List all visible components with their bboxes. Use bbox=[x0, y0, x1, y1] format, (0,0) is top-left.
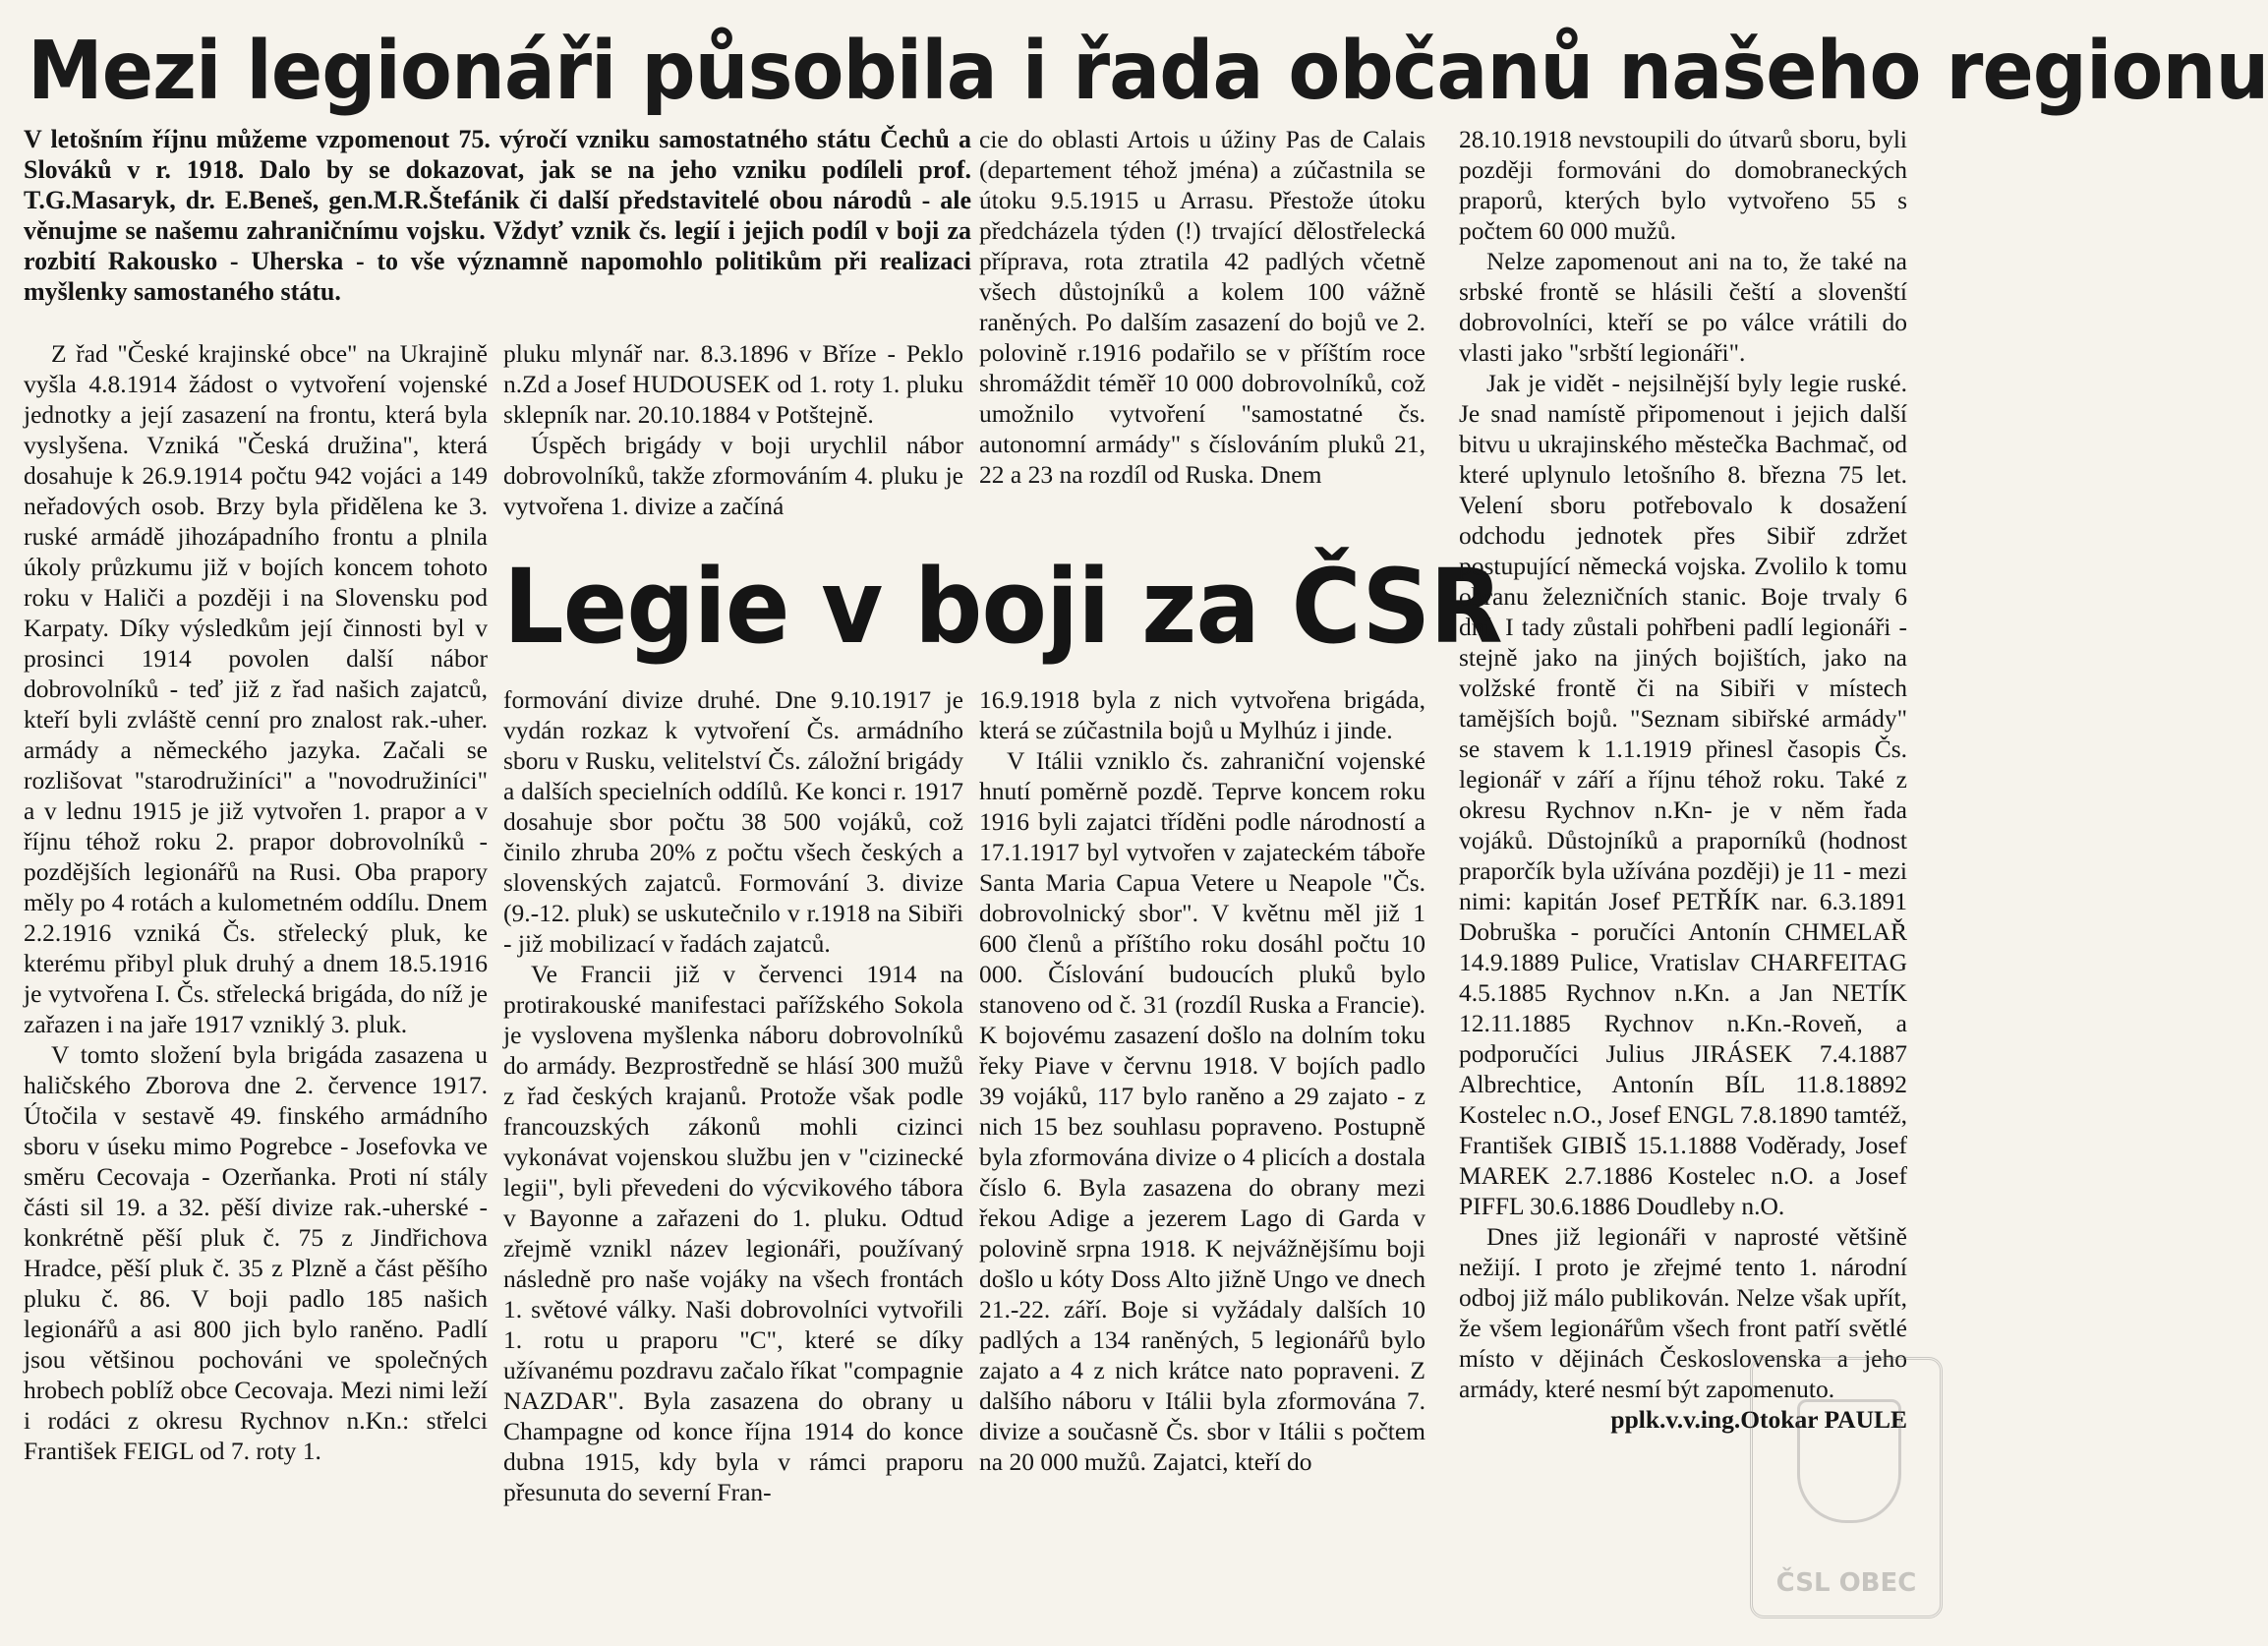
column-2-top bbox=[503, 338, 963, 521]
paragraph: cie do oblasti Artois u úžiny Pas de Calais (departement téhož jména) a zúčastnila se útoku 9.5.1915 u Arrasu. Přestože útoku předcházela týden (!) trvající dělostřelecká příprava, rota ztratila 42 padlých včetně všech důstojníků a kolem 100 vážně raněných. Po dalším zasazení do bojů ve 2. polovině r.1916 podařilo se v příštím roce shromáždit téměř 10 000 dobrovolníků, což umožnilo vytvoření "samostatné čs. autonomní armády" s číslováním pluků 21, 22 a 23 na rozdíl od Ruska. Dnem bbox=[979, 125, 1425, 489]
column-4 bbox=[1459, 124, 1907, 1435]
paragraph: 16.9.1918 byla z nich vytvořena brigáda, která se zúčastnila bojů u Mylhúz i jinde. bbox=[979, 685, 1425, 744]
paragraph: Úspěch brigády v boji urychlil nábor dobrovolníků, takže zformováním 4. pluku je vytvořena 1. divize a začíná bbox=[503, 431, 963, 520]
stamp-text: ČSL OBEC bbox=[1775, 1568, 1917, 1598]
paragraph: pluku mlynář nar. 8.3.1896 v Bříze - Peklo n.Zd a Josef HUDOUSEK od 1. roty 1. pluku sklepník nar. 20.10.1884 v Potštejně. bbox=[503, 339, 963, 429]
lead-text: V letošním říjnu můžeme vzpomenout 75. výročí vzniku samostatného státu Čechů a Slováků v r. 1918. Dalo by se dokazovat, jak se na jeho vzniku podíleli prof. T.G.Masaryk, dr. E.Beneš, gen.M.R.Štefánik či další představitelé obou národů - ale věnujme se našemu zahraničnímu vojsku. Vždyť vznik čs. legií i jejich podíl v boji za rozbití Rakousko - Uherska - to vše významně napomohlo politikům při realizaci myšlenky samostaného státu. bbox=[24, 125, 971, 306]
column-3-bottom bbox=[979, 684, 1425, 1477]
stamp-emblem-icon bbox=[1797, 1399, 1901, 1523]
column-2-bottom bbox=[503, 684, 963, 1507]
paragraph: Ve Francii již v červenci 1914 na protirakouské manifestaci pařížského Sokola je vyslovena myšlenka náboru dobrovolníků do armády. Bezprostředně se hlásí 300 mužů z řad českých krajanů. Protože však podle francouzských zákonů mohli cizinci vykonávat vojenskou službu jen v "cizinecké legii", byli převedeni do výcvikového tábora v Bayonne a zařazeni do 1. pluku. Odtud zřejmě vznikl název legionáři, používaný následně pro naše vojáky na všech frontách 1. světové války. Naši dobrovolníci vytvořili 1. rotu u praporu "C", které se díky užívanému pozdravu začalo říkat "compagnie NAZDAR". Byla zasazena do obrany u Champagne od konce října 1914 do konce dubna 1915, kdy byla v rámci praporu přesunuta do severní Fran- bbox=[503, 960, 963, 1506]
lead-paragraph bbox=[24, 124, 971, 307]
byline: pplk.v.v.ing.Otokar PAULE bbox=[1610, 1405, 1907, 1434]
paragraph: Dnes již legionáři v naprosté většině nežijí. I proto je zřejmé tento 1. národní odboj již málo publikován. Nelze však upřít, že všem legionářům všech front patří světlé místo v dějinách Československa a jeho armády, které nesmí být zapomenuto. bbox=[1459, 1222, 1907, 1403]
column-1 bbox=[24, 338, 488, 1466]
paragraph: V tomto složení byla brigáda zasazena u haličského Zborova dne 2. července 1917. Útočila v sestavě 49. finského armádního sboru v úseku mimo Pogrebce - Josefovka ve směru Cecovaja - Ozerňanka. Proti ní stály části sil 19. a 32. pěší divize rak.-uherské - konkrétně pěší pluk č. 75 z Jindřichova Hradce, pěší pluk č. 35 z Plzně a část pěšího pluku č. 86. V boji padlo 185 našich legionářů a asi 800 jich bylo raněno. Padlí jsou většinou pochováni ve společných hrobech poblíž obce Cecovaja. Mezi nimi leží i rodáci z okresu Rychnov n.Kn.: střelci František FEIGL od 7. roty 1. bbox=[24, 1040, 488, 1465]
paragraph: 28.10.1918 nevstoupili do útvarů sboru, byli později formováni do domobraneckých praporů, kterých bylo vytvořeno 55 s počtem 60 000 mužů. bbox=[1459, 125, 1907, 245]
headline: Mezi legionáři působila i řada občanů našeho regionu bbox=[28, 25, 2268, 118]
paragraph: Jak je vidět - nejsilnější byly legie ruské. Je snad namístě připomenout i jejich další bitvu u ukrajinského městečka Bachmač, od které uplynulo letošního 8. března 75 let. Velení sboru potřebovalo k dosažení odchodu jednotek přes Sibiř zdržet postupující německá vojska. Zvolilo k tomu obranu železničních stanic. Boje trvaly 6 dní. I tady zůstali pohřbeni padlí legionáři - stejně jako na jiných bojištích, jako na volžské frontě či na Sibiři v místech tamějších bojů. "Seznam sibiřské armády" se stavem k 1.1.1919 přinesl časopis Čs. legionář v září a říjnu téhož roku. Také z okresu Rychnov n.Kn- je v něm řada vojáků. Důstojníků a praporníků (hodnost praporčík byla užívána později) je 11 - mezi nimi: kapitán Josef PETŘÍK nar. 6.3.1891 Dobruška - poručíci Antonín CHMELAŘ 14.9.1889 Pulice, Vratislav CHARFEITAG 4.5.1885 Rychnov n.Kn. a Jan NETÍK 12.11.1885 Rychnov n.Kn.-Roveň, a podporučíci Julius JIRÁSEK 7.4.1887 Albrechtice, Antonín BÍL 11.8.18892 Kostelec n.O., Josef ENGL 7.8.1890 tamtéž, František GIBIŠ 15.1.1888 Voděrady, Josef MAREK 2.7.1886 Kostelec n.O. a Josef PIFFL 30.6.1886 Doudleby n.O. bbox=[1459, 369, 1907, 1220]
paragraph: Z řad "České krajinské obce" na Ukrajině vyšla 4.8.1914 žádost o vytvoření vojenské jednotky a její zasazení na frontu, která byla vyslyšena. Vzniká "Česká družina", která dosahuje k 26.9.1914 počtu 942 vojáci a 149 neřadových osob. Brzy byla přidělena ke 3. ruské armádě jihozápadního frontu a plnila úkoly průzkumu již v bojích koncem tohoto roku v Haliči a později i na Slovensku pod Karpaty. Díky výsledkům její činnosti byl v prosinci 1914 povolen další nábor dobrovolníků - teď již z řad našich zajatců, kteří byli zvláště cenní pro znalost rak.-uher. armády a německého jazyka. Začali se rozlišovat "starodružiníci" a "novodružiníci" a v lednu 1915 je již vytvořen 1. prapor a v říjnu téhož roku 2. prapor dobrovolníků - pozdějších legionářů na Rusi. Oba prapory měly po 4 rotách a kulometném oddílu. Dnem 2.2.1916 vzniká Čs. střelecký pluk, ke kterému přibyl pluk druhý a dnem 18.5.1916 je vytvořena I. Čs. střelecká brigáda, do níž je zařazen i na jaře 1917 vzniklý 3. pluk. bbox=[24, 339, 488, 1038]
paragraph: V Itálii vzniklo čs. zahraniční vojenské hnutí poměrně pozdě. Teprve koncem roku 1916 byli zajatci tříděni podle národností a 17.1.1917 byl vytvořen v zajateckém táboře Santa Maria Capua Vetere u Neapole "Čs. dobrovolnický sbor". V květnu měl již 1 600 členů a příštího roku dosáhl počtu 10 000. Číslování budoucích pluků bylo stanoveno od č. 31 (rozdíl Ruska a Francie). K bojovému zasazení došlo na dolním toku řeky Piave v červnu 1918. V bojích padlo 39 vojáků, 117 bylo raněno a 29 zajato - z nich 15 bez souhlasu popraveno. Postupně byla zformována divize o 4 plicích a dostala číslo 6. Byla zasazena do obrany mezi řekou Adige a jezerem Lago di Garda v polovině srpna 1918. K nejvážnějšímu boji došlo u kóty Doss Alto jižně Ungo ve dnech 21.-22. září. Boje si vyžádaly dalších 10 padlých a 134 raněných, 5 legionářů bylo zajato a 4 z nich krátce nato popraveni. Z dalšího náboru v Itálii byla zformována 7. divize a současně Čs. sbor v Itálii s počtem na 20 000 mužů. Zajatci, kteří do bbox=[979, 746, 1425, 1476]
paragraph: Nelze zapomenout ani na to, že také na srbské frontě se hlásili čeští a slovenští dobrovolníci, kteří se po válce vrátili do vlasti jako "srbští legionáři". bbox=[1459, 247, 1907, 367]
paragraph: formování divize druhé. Dne 9.10.1917 je vydán rozkaz k vytvoření Čs. armádního sboru v Rusku, velitelství Čs. záložní brigády a dalších specielních oddílů. Ke konci r. 1917 dosahuje sbor počtu 38 500 vojáků, což činilo zhruba 20% z počtu všech českých a slovenských zajatců. Formování 3. divize (9.-12. pluk) se uskutečnilo v r.1918 na Sibiři - již mobilizací v řadách zajatců. bbox=[503, 685, 963, 958]
column-3-top bbox=[979, 124, 1425, 490]
watermark-stamp bbox=[1750, 1357, 1943, 1618]
subheadline: Legie v boji za ČSR bbox=[503, 547, 1502, 667]
